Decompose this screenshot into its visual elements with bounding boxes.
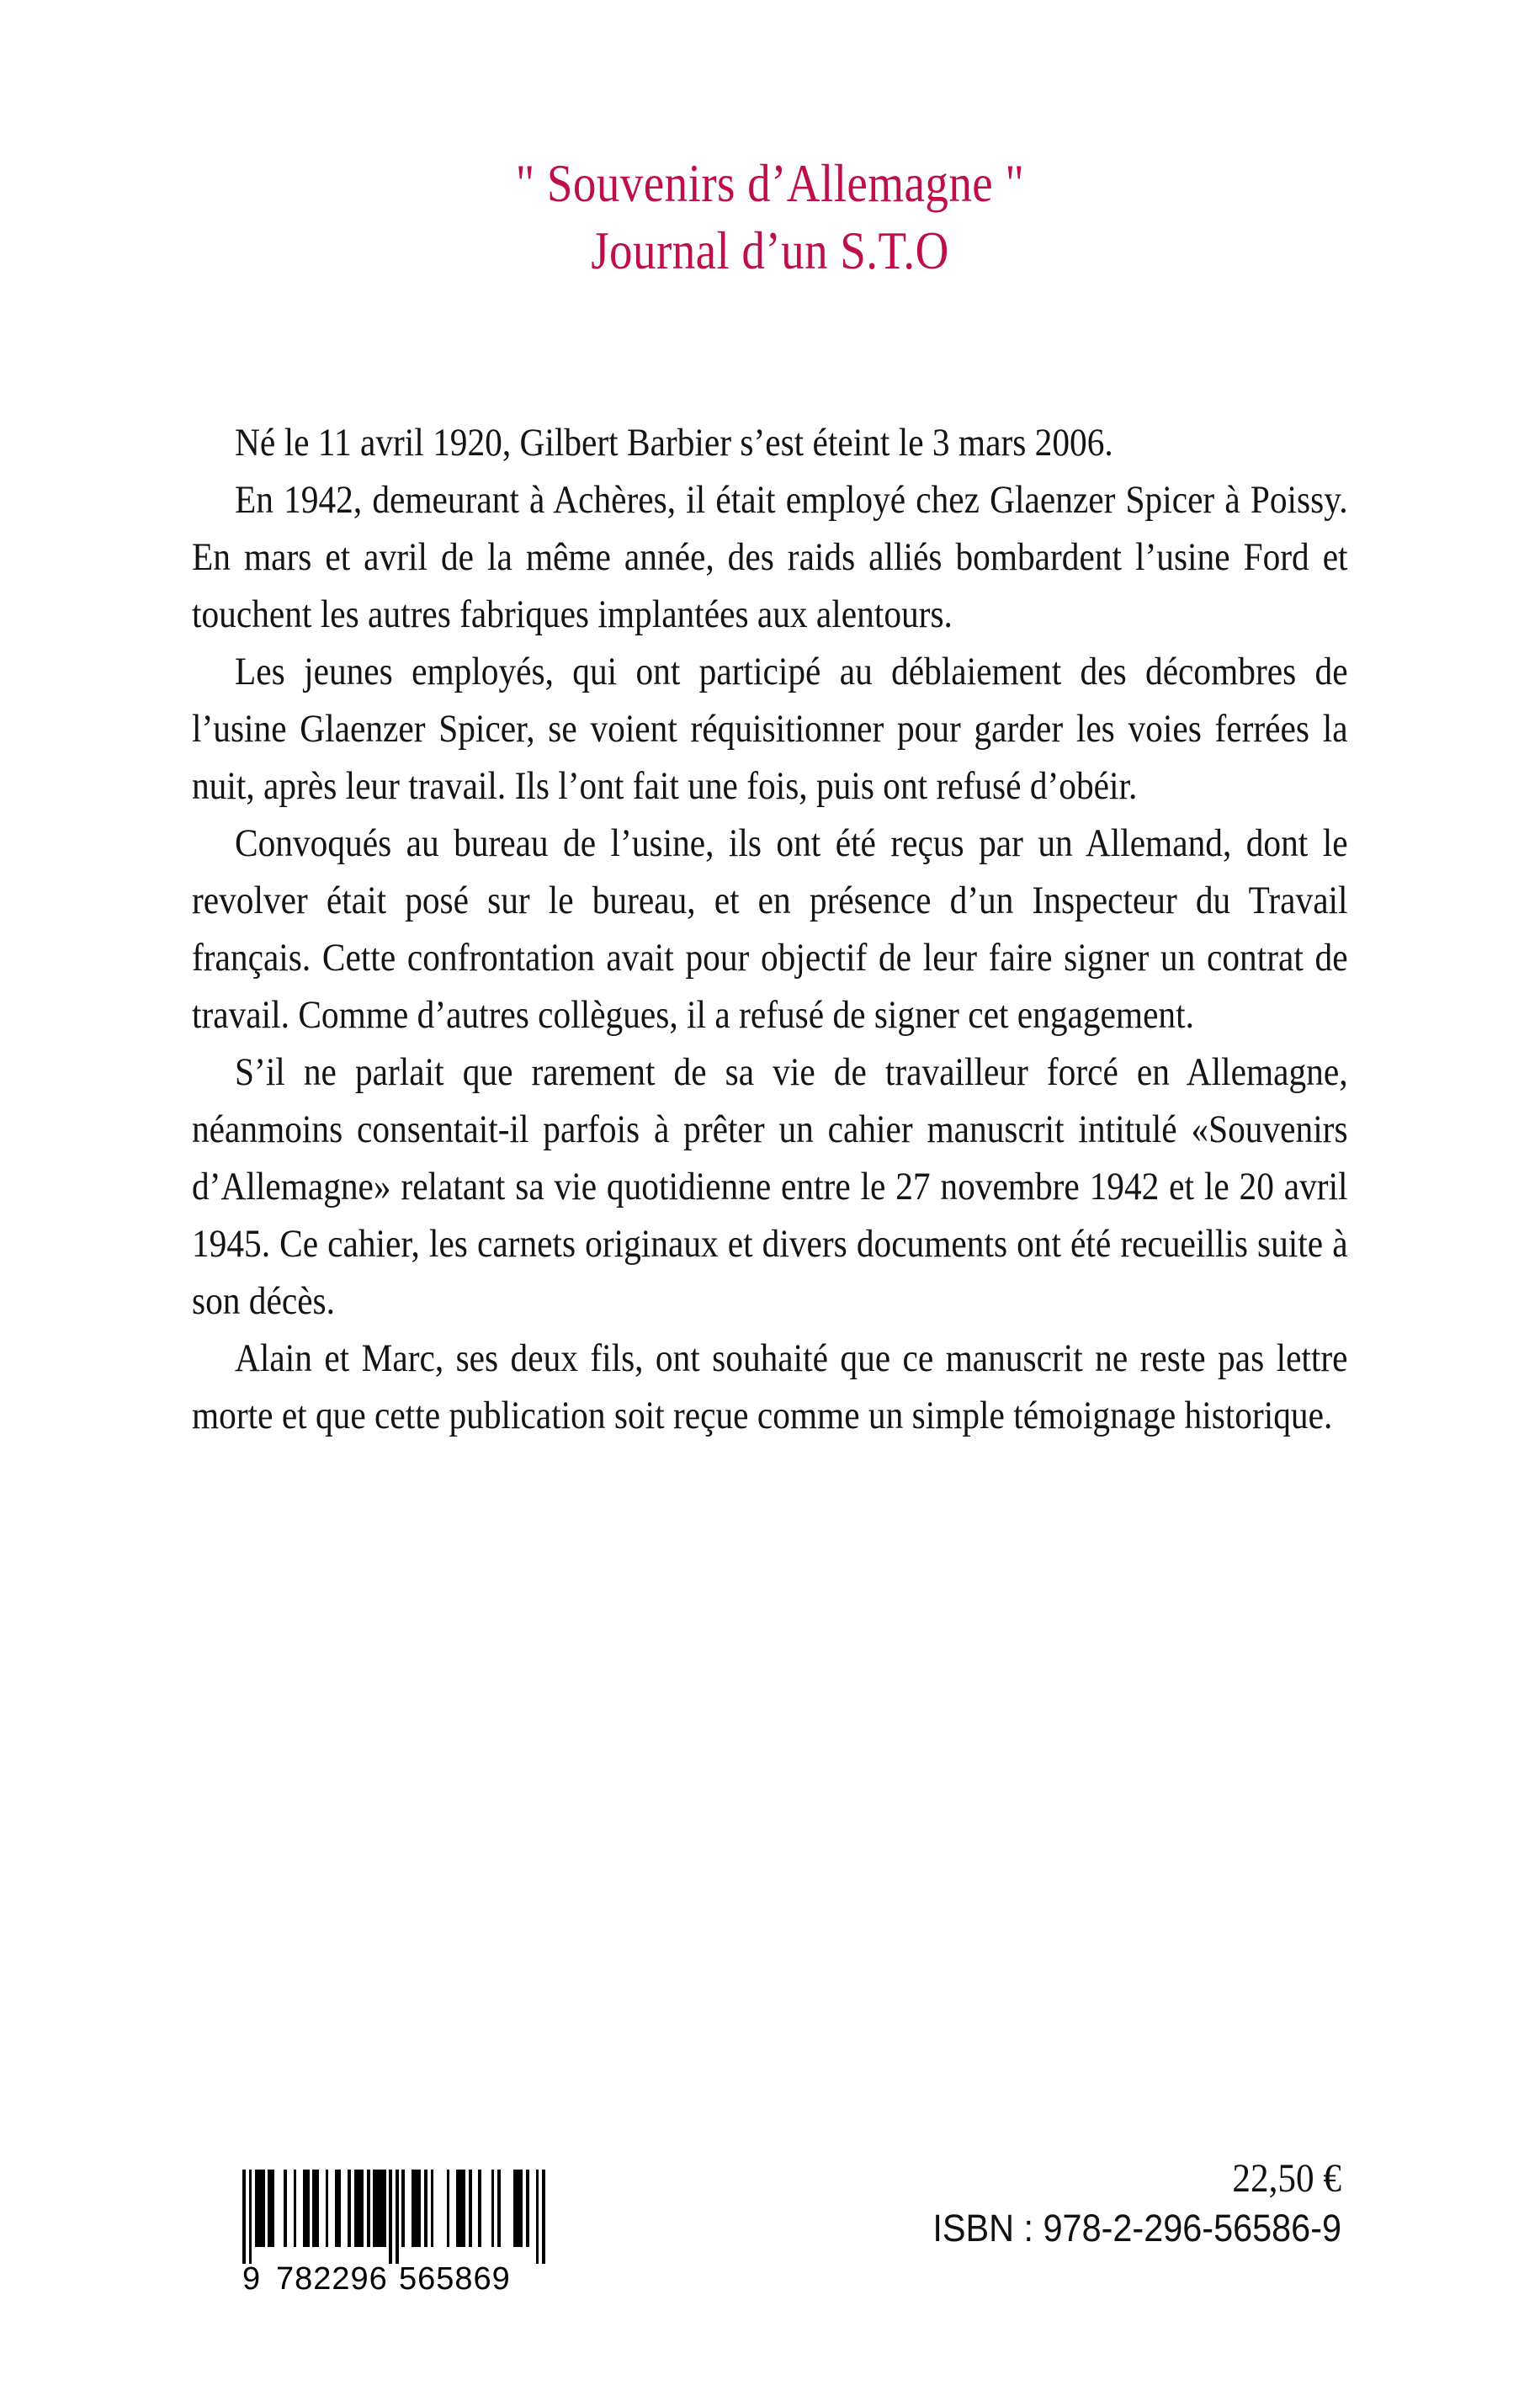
blurb-text xyxy=(192,414,1348,1444)
ean13-barcode xyxy=(242,2170,545,2296)
price-label: 22,50 € xyxy=(1232,2156,1341,2201)
title-line-2: Journal d’un S.T.O xyxy=(591,220,949,280)
page-title xyxy=(0,150,1540,284)
isbn-label: ISBN : 978-2-296-56586-9 xyxy=(932,2207,1341,2250)
barcode-digits xyxy=(242,2262,545,2296)
barcode-left-group: 782296 xyxy=(276,2261,388,2297)
blurb-paragraph: Convoqués au bureau de l’usine, ils ont été reçus par un Allemand, dont le revolver était posé sur le bureau, et en présence d’un Inspecteur du Travail français. Cette confrontation avait pour objectif de leur faire signer un contrat de travail. Comme d’autres collègues, il a refusé de signer cet engagement. xyxy=(192,821,1348,1037)
title-line-1: " Souvenirs d’Allemagne " xyxy=(515,153,1025,213)
blurb-paragraph: Les jeunes employés, qui ont participé au déblaiement des décombres de l’usine Glaenzer Spicer, se voient réquisitionner pour garder les voies ferrées la nuit, après leur travail. Ils l’ont fait une fois, puis ont refusé d’obéir. xyxy=(192,650,1348,808)
blurb-paragraph: Né le 11 avril 1920, Gilbert Barbier s’est éteint le 3 mars 2006. xyxy=(235,421,1113,465)
ean13-barcode-icon xyxy=(242,2170,545,2264)
blurb-paragraph: Alain et Marc, ses deux fils, ont souhaité que ce manuscrit ne reste pas lettre morte et que cette publication soit reçue comme un simple témoignage historique. xyxy=(192,1336,1348,1437)
price-isbn-block xyxy=(752,2154,1341,2254)
barcode-lead-digit: 9 xyxy=(242,2261,262,2297)
blurb-paragraph: En 1942, demeurant à Achères, il était employé chez Glaenzer Spicer à Poissy. En mars et avril de la même année, des raids alliés bombardent l’usine Ford et touchent les autres fabriques implantées aux alentours. xyxy=(192,478,1348,636)
blurb-paragraph: S’il ne parlait que rarement de sa vie de travailleur forcé en Allemagne, néanmoins consentait-il parfois à prêter un cahier manuscrit intitulé «Souvenirs d’Allemagne» relatant sa vie quotidienne entre le 27 novembre 1942 et le 20 avril 1945. Ce cahier, les carnets originaux et divers documents ont été recueillis suite à son décès. xyxy=(192,1050,1348,1323)
barcode-right-group: 565869 xyxy=(399,2261,511,2297)
